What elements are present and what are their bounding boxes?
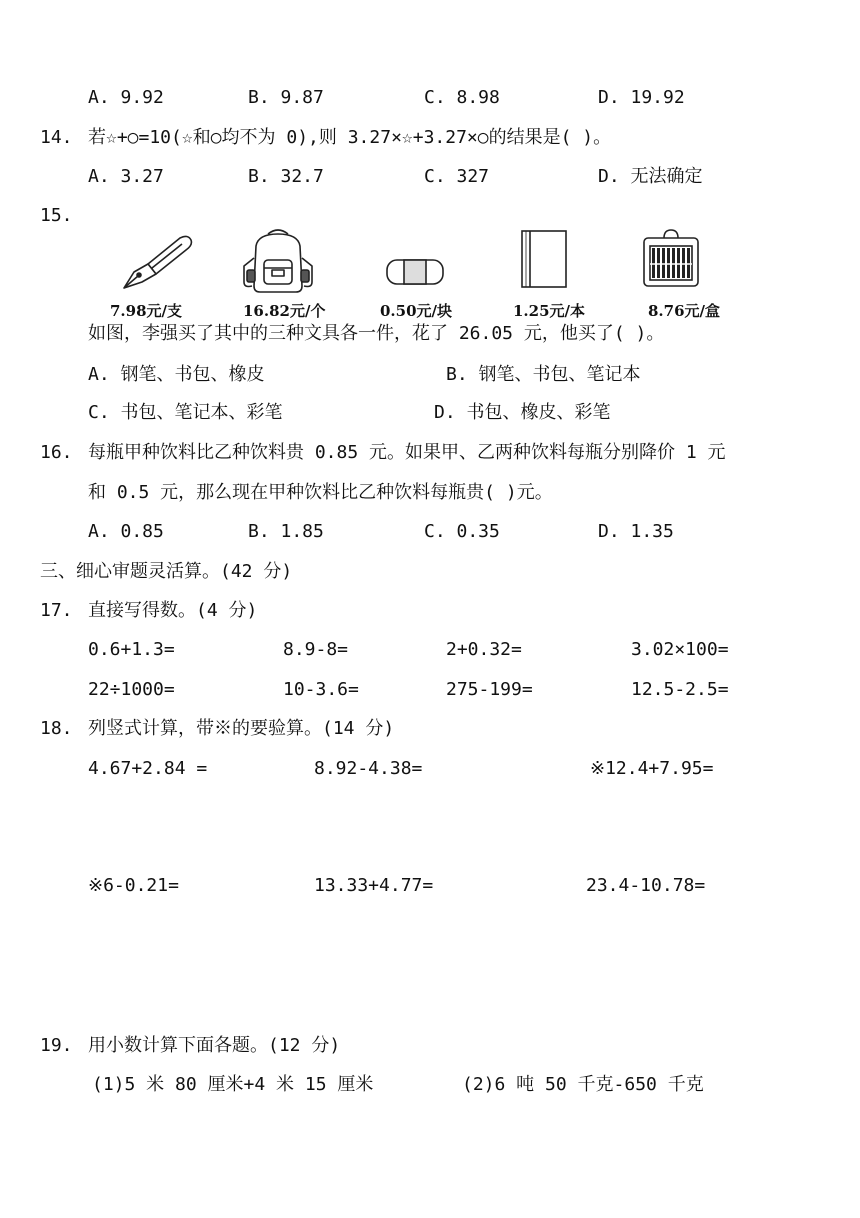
q17-item: 0.6+1.3= [88, 639, 175, 660]
q13-option-d: D. 19.92 [598, 87, 685, 108]
q14-stem: 若☆+○=10(☆和○均不为 0),则 3.27×☆+3.27×○的结果是( )。 [88, 127, 612, 148]
q19-part-2: (2)6 吨 50 千克-650 千克 [462, 1074, 704, 1095]
q18-stem: 列竖式计算，带※的要验算。(14 分) [88, 718, 395, 739]
q15-number: 15. [40, 205, 73, 226]
q16-option-d: D. 1.35 [598, 521, 674, 542]
q17-item: 22÷1000= [88, 679, 175, 700]
q15-option-a: A. 钢笔、书包、橡皮 [88, 364, 265, 385]
q14-option-a: A. 3.27 [88, 166, 164, 187]
backpack-price-label: 16.82元/个 [243, 302, 326, 320]
q17-item: 275-199= [446, 679, 533, 700]
q16-stem-line2: 和 0.5 元，那么现在甲种饮料比乙种饮料每瓶贵( )元。 [88, 482, 553, 503]
q16-option-a: A. 0.85 [88, 521, 164, 542]
q15-option-d: D. 书包、橡皮、彩笔 [434, 402, 611, 423]
q15-option-b: B. 钢笔、书包、笔记本 [446, 364, 641, 385]
q19-part-1: (1)5 米 80 厘米+4 米 15 厘米 [92, 1074, 374, 1095]
section-3-title: 三、细心审题灵活算。(42 分) [40, 561, 293, 582]
q16-option-b: B. 1.85 [248, 521, 324, 542]
q17-item: 3.02×100= [631, 639, 729, 660]
q19-stem: 用小数计算下面各题。(12 分) [88, 1035, 341, 1056]
q14-option-c: C. 327 [424, 166, 490, 187]
q15-stem: 如图，李强买了其中的三种文具各一件，花了 26.05 元，他买了( )。 [88, 323, 665, 344]
q14-option-d: D. 无法确定 [598, 166, 703, 187]
pen-price-label: 7.98元/支 [110, 302, 183, 320]
q16-number: 16. [40, 442, 73, 463]
q18-item: 4.67+2.84 = [88, 758, 208, 779]
q17-stem: 直接写得数。(4 分) [88, 600, 258, 621]
q17-item: 12.5-2.5= [631, 679, 729, 700]
q15-option-c: C. 书包、笔记本、彩笔 [88, 402, 283, 423]
q17-item: 8.9-8= [283, 639, 349, 660]
eraser-price-label: 0.50元/块 [380, 302, 453, 320]
q18-item: ※6-0.21= [88, 875, 179, 896]
notebook-icon [518, 228, 570, 290]
pen-icon [118, 232, 196, 290]
colored-pencils-box-icon [640, 228, 702, 290]
q13-option-a: A. 9.92 [88, 87, 164, 108]
q14-number: 14. [40, 127, 73, 148]
q17-item: 2+0.32= [446, 639, 522, 660]
q18-item: 23.4-10.78= [586, 875, 706, 896]
pencils-price-label: 8.76元/盒 [648, 302, 721, 320]
q13-option-b: B. 9.87 [248, 87, 324, 108]
q14-option-b: B. 32.7 [248, 166, 324, 187]
q18-item: 13.33+4.77= [314, 875, 434, 896]
q18-item: ※12.4+7.95= [590, 758, 714, 779]
q16-stem-line1: 每瓶甲种饮料比乙种饮料贵 0.85 元。如果甲、乙两种饮料每瓶分别降价 1 元 [88, 442, 726, 463]
notebook-price-label: 1.25元/本 [513, 302, 586, 320]
backpack-icon [238, 226, 318, 294]
q18-item: 8.92-4.38= [314, 758, 423, 779]
q19-number: 19. [40, 1035, 73, 1056]
q18-number: 18. [40, 718, 73, 739]
q17-number: 17. [40, 600, 73, 621]
q17-item: 10-3.6= [283, 679, 359, 700]
eraser-icon [384, 254, 446, 290]
q16-option-c: C. 0.35 [424, 521, 500, 542]
q13-option-c: C. 8.98 [424, 87, 500, 108]
